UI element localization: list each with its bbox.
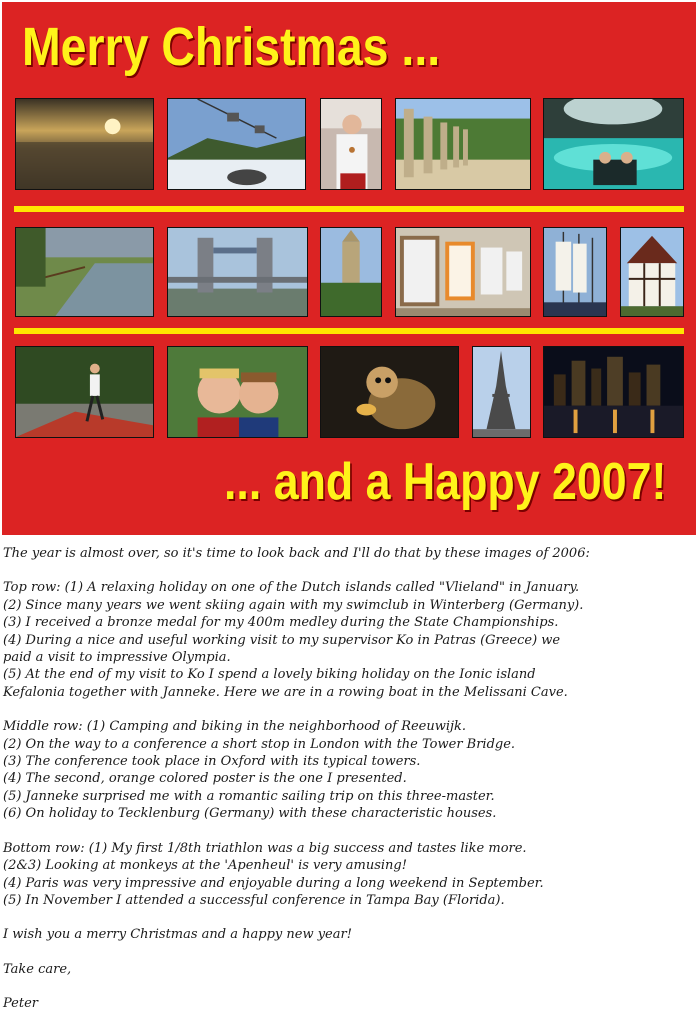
christmas-card: [2, 2, 696, 535]
letter-line: Bottom row: (1) My first 1/8th triathlon was a big success and tastes like more.: [3, 840, 527, 856]
card-heading-bottom: ... and a Happy 2007!: [224, 453, 667, 511]
letter-line: (3) I received a bronze medal for my 400m medley during the State Championships.: [3, 615, 559, 631]
photo-ski-lift: [167, 98, 306, 190]
photo-oxford-tower: [320, 227, 382, 317]
photo-tecklenburg-house: [620, 227, 684, 317]
letter-line: (4) During a nice and useful working visit to my supervisor Ko in Patras (Greece) we: [3, 632, 561, 648]
photo-couple-portrait: [167, 346, 308, 438]
photo-triathlon-runner: [15, 346, 154, 438]
photo-melissani-cave-boat: [543, 98, 684, 190]
letter-line: (2) Since many years we went skiing again with my swimclub in Winterberg (Germany).: [3, 597, 584, 613]
letter-line: (5) Janneke surprised me with a romantic sailing trip on this three-master.: [3, 788, 495, 804]
letter-line: (3) The conference took place in Oxford with its typical towers.: [3, 754, 421, 770]
letter-line: Middle row: (1) Camping and biking in the neighborhood of Reeuwijk.: [3, 719, 467, 735]
photo-medal-winner: [320, 98, 382, 190]
letter-text: [3, 545, 697, 1013]
letter-line: (6) On holiday to Tecklenburg (Germany) with these characteristic houses.: [3, 806, 497, 822]
letter-line: Kefalonia together with Janneke. Here we are in a rowing boat in the Melissani Cave.: [3, 684, 568, 700]
photo-tower-bridge: [167, 227, 308, 317]
letter-line: paid a visit to impressive Olympia.: [3, 650, 231, 666]
letter-line: Top row: (1) A relaxing holiday on one of the Dutch islands called "Vlieland" in January.: [3, 580, 580, 596]
photo-olympia-columns: [395, 98, 531, 190]
letter-line: (5) At the end of my visit to Ko I spend a lovely biking holiday on the Ionic island: [3, 667, 536, 683]
letter-line: (5) In November I attended a successful conference in Tampa Bay (Florida).: [3, 892, 505, 908]
photo-reeuwijk-canal: [15, 227, 154, 317]
photo-monkey: [320, 346, 459, 438]
yellow-stripe: [14, 328, 684, 334]
letter-line: (4) The second, orange colored poster is the one I presented.: [3, 771, 407, 787]
letter-signature: Peter: [3, 996, 38, 1012]
letter-closing: Take care,: [3, 961, 72, 977]
letter-wish: I wish you a merry Christmas and a happy new year!: [3, 927, 352, 943]
letter-intro: The year is almost over, so it's time to look back and I'll do that by these images of 2006:: [3, 546, 590, 561]
photo-tampa-bay-night: [543, 346, 684, 438]
photo-beach-sunset: [15, 98, 154, 190]
photo-three-master-ship: [543, 227, 607, 317]
yellow-stripe: [14, 206, 684, 212]
letter-line: (2) On the way to a conference a short stop in London with the Tower Bridge.: [3, 736, 516, 752]
card-heading-top: Merry Christmas ...: [22, 17, 441, 77]
letter-line: (4) Paris was very impressive and enjoyable during a long weekend in September.: [3, 875, 544, 891]
photo-eiffel-tower: [472, 346, 531, 438]
letter-line: (2&3) Looking at monkeys at the 'Apenheul' is very amusing!: [3, 858, 407, 874]
photo-conference-posters: [395, 227, 531, 317]
